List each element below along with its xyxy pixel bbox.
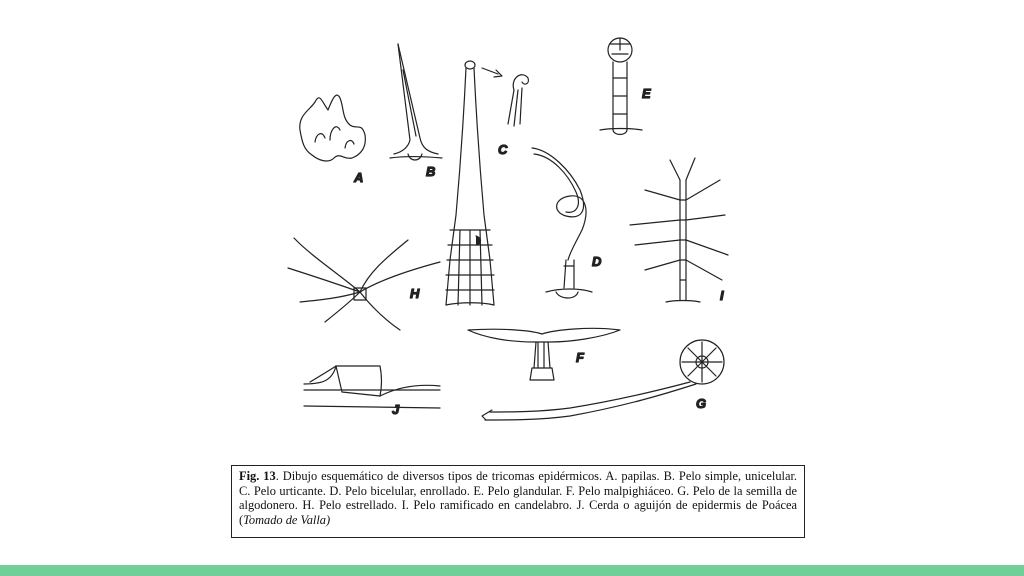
trichome-j-prickle	[304, 366, 440, 408]
trichome-figure	[270, 30, 770, 460]
label-g: G	[696, 396, 707, 411]
caption-source: Tomado de Valla)	[243, 512, 331, 527]
label-f: F	[576, 350, 584, 365]
trichome-g-cotton-hair	[482, 340, 724, 420]
label-i: I	[720, 288, 724, 303]
trichome-a-papillae	[300, 95, 366, 161]
trichome-h-stellate-hair	[288, 238, 440, 330]
trichome-c-stinging-hair	[446, 61, 528, 305]
trichome-d-coiled-hair	[532, 148, 592, 298]
label-e: E	[642, 86, 651, 101]
label-d: D	[592, 254, 602, 269]
label-b: B	[426, 164, 436, 179]
trichome-i-candelabra-hair	[630, 158, 728, 302]
figure-caption	[231, 465, 805, 538]
trichome-b-simple-hair	[390, 44, 442, 160]
label-c: C	[498, 142, 508, 157]
label-a: A	[354, 170, 364, 185]
label-j: J	[392, 402, 400, 417]
accent-bottom-bar	[0, 565, 1024, 576]
caption-fig-number: Fig. 13	[239, 469, 276, 483]
label-h: H	[410, 286, 420, 301]
caption-text: . Dibujo esquemático de diversos tipos de tricomas epidérmicos. A. papilas. B. Pelo simple, unicelular. C. Pelo urticante. D. Pelo bicelular, enrollado. E. Pelo glandular. F. Pelo malpighiáceo. G. Pelo de la semilla de algodonero. H. Pelo estrellado. I. Pelo ramificado en candelabro. J. Cerda o aguijón de epidermis de Poácea (	[239, 469, 798, 527]
trichome-f-malpighiaceous-hair	[468, 328, 620, 380]
trichome-e-glandular-hair	[600, 38, 642, 135]
